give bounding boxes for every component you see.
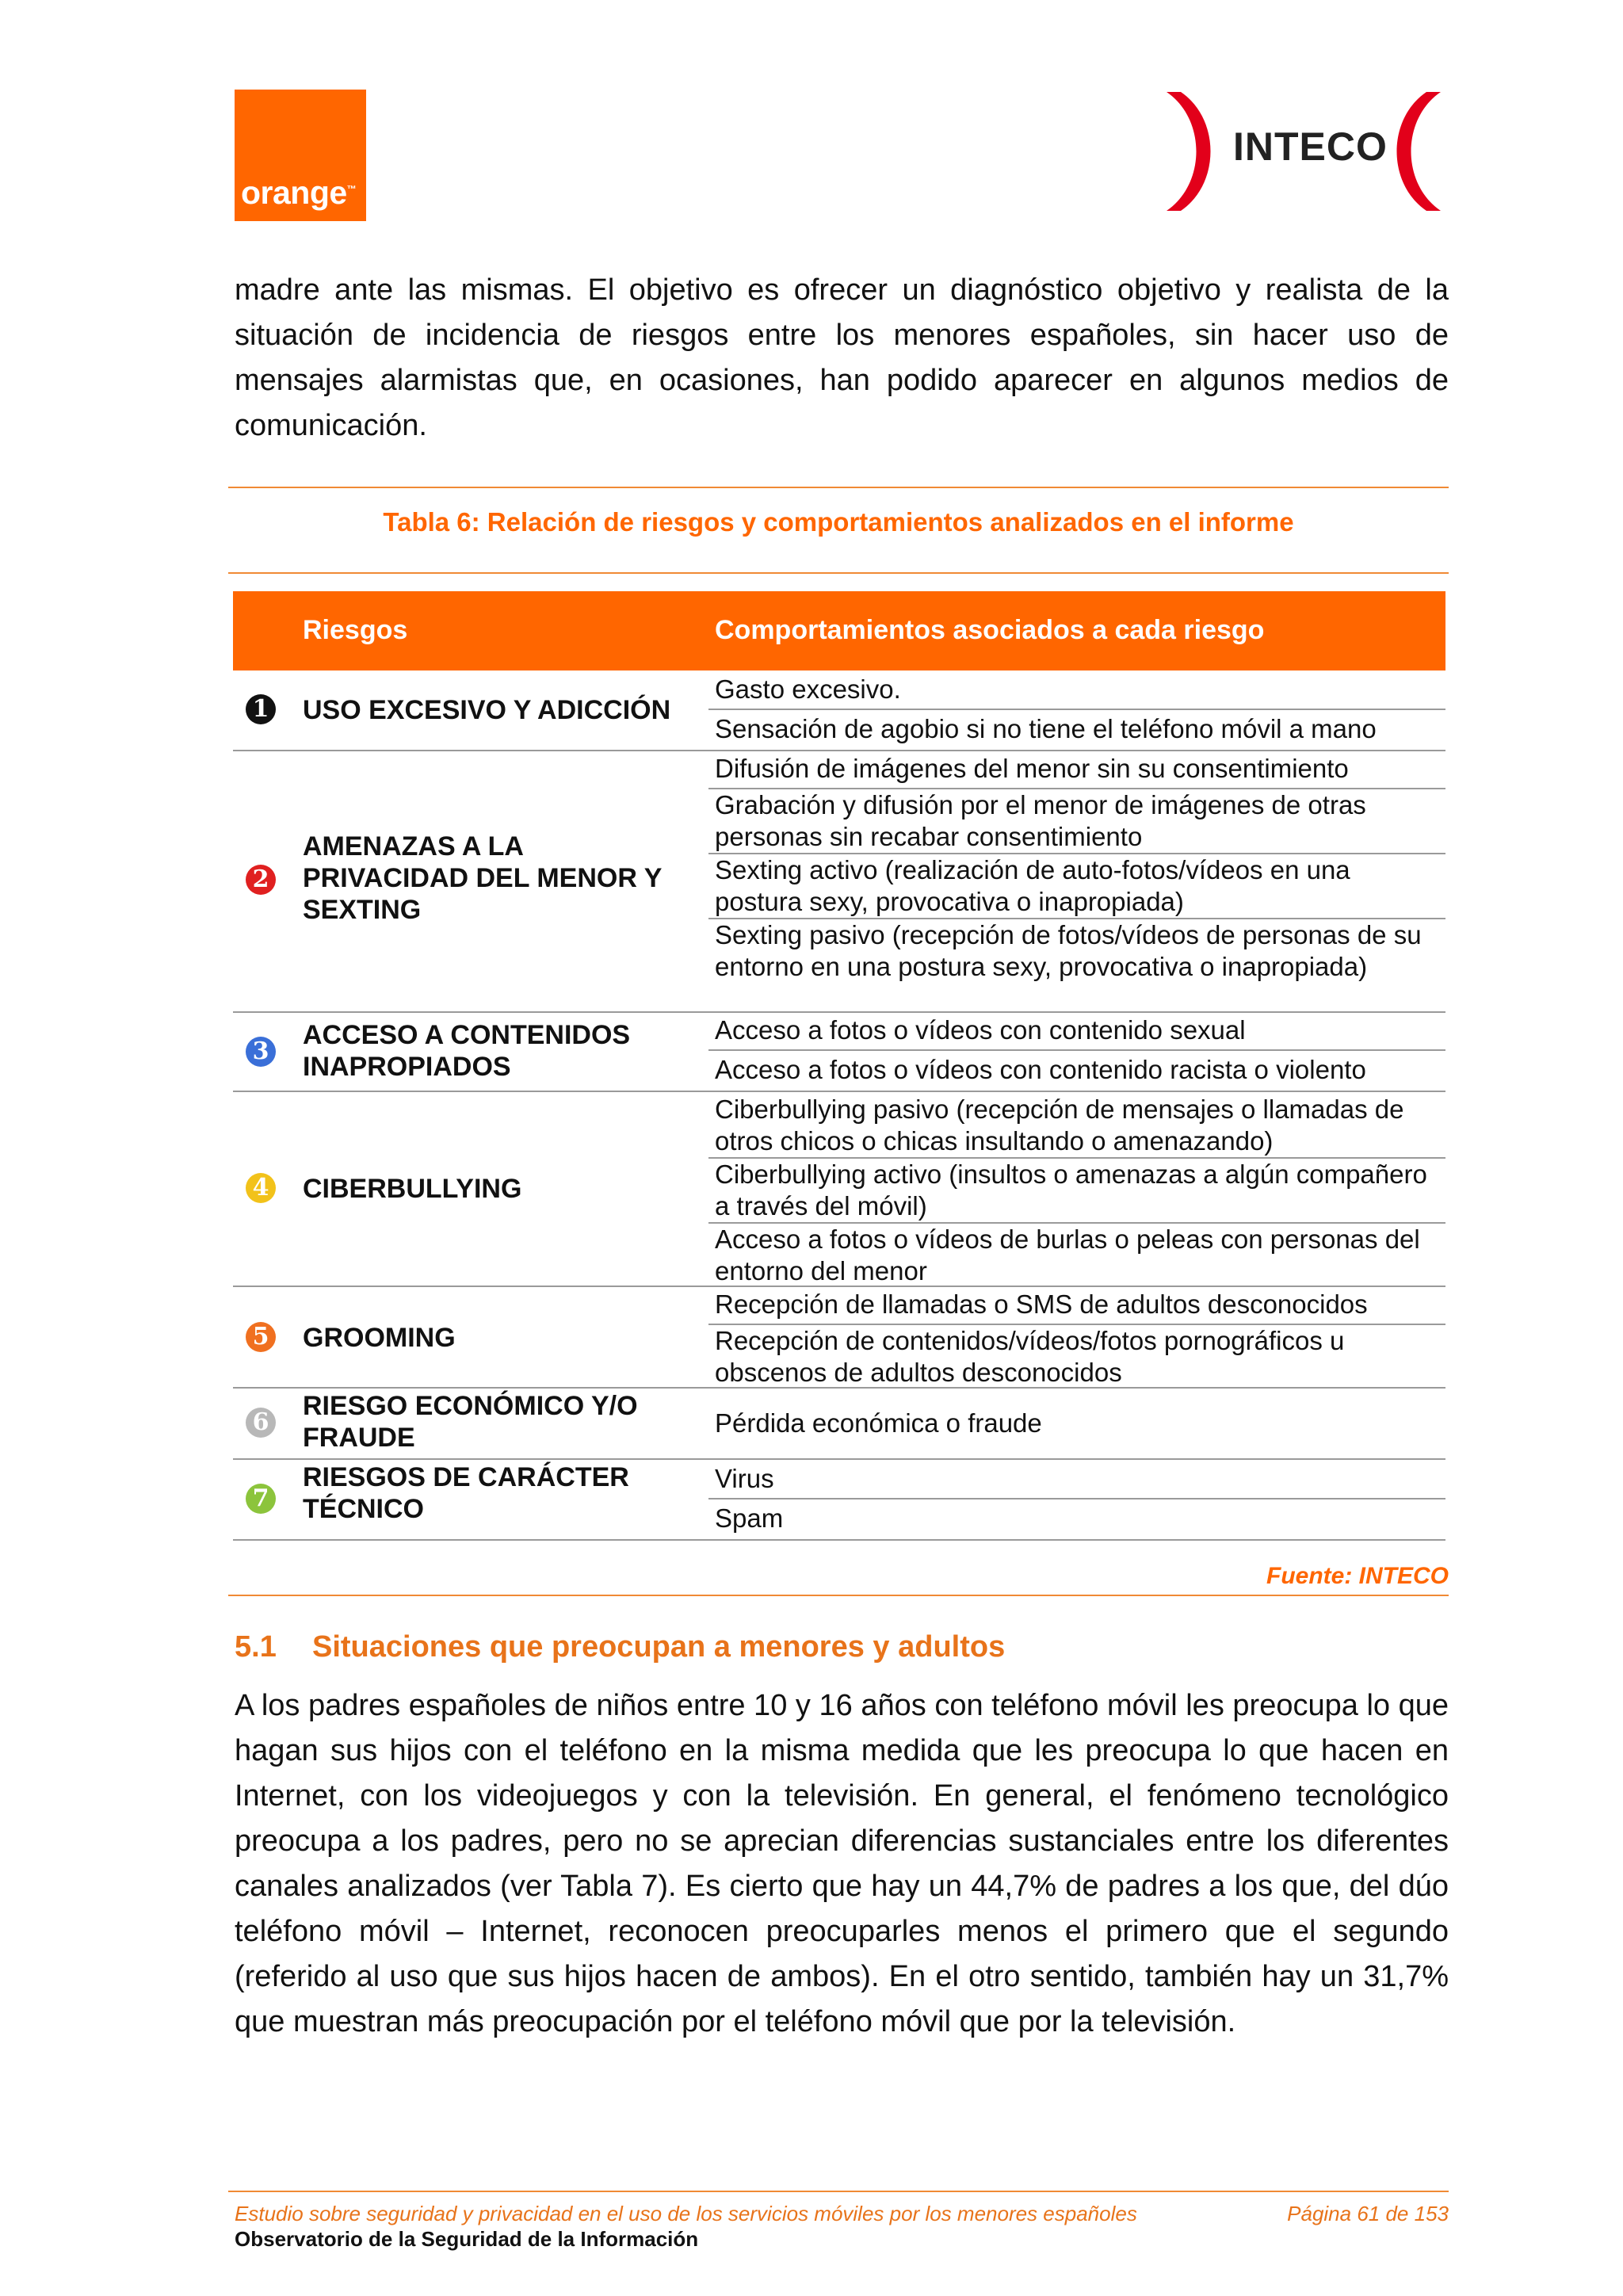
footer-organization: Observatorio de la Seguridad de la Información <box>235 2227 699 2251</box>
row-divider <box>708 709 1445 710</box>
caption-top-rule <box>228 487 1449 488</box>
behavior-3-2: Acceso a fotos o vídeos con contenido racista o violento <box>715 1055 1366 1084</box>
row-divider <box>233 1286 1445 1287</box>
orange-logo-text: orange™ <box>241 174 357 211</box>
section-paragraph: A los padres españoles de niños entre 10 y 16 años con teléfono móvil les preocupa lo que hagan sus hijos con el teléfono en la misma medida que les preocupa lo que hacen en Internet, con los videojuegos y con la televisión. En general, el fenómeno tecnológico preocupa a los padres, pero no se aprecian diferencias sustanciales entre los diferentes canales analizados (ver Tabla 7). Es cierto que hay un 44,7% de padres a los que, del dúo teléfono móvil – Internet, reconocen preocuparles menos el primero que el segundo (referido al uso que sus hijos hacen de ambos). En el otro sentido, también hay un 31,7% que muestran más preocupación por el teléfono móvil que por la televisión. <box>235 1689 1449 2038</box>
row-divider <box>233 750 1445 751</box>
risk-number-1: 1 <box>246 694 276 724</box>
row-divider <box>233 1458 1445 1460</box>
row-divider <box>233 1387 1445 1389</box>
caption-bottom-rule <box>228 572 1449 574</box>
behavior-2-2: Grabación y difusión por el menor de imágenes de otras personas sin recabar consentimiento <box>715 790 1366 851</box>
risk-label-6: RIESGO ECONÓMICO Y/O FRAUDE <box>303 1391 638 1453</box>
behavior-7-2: Spam <box>715 1503 784 1533</box>
behavior-7-1: Virus <box>715 1464 774 1493</box>
footer-rule <box>228 2191 1449 2192</box>
row-divider <box>708 1049 1445 1051</box>
risk-number-6: 6 <box>246 1408 276 1438</box>
risk-number-5: 5 <box>246 1322 276 1352</box>
row-divider <box>233 1539 1445 1541</box>
risk-label-2: AMENAZAS A LA PRIVACIDAD DEL MENOR Y SEXTING <box>303 831 662 925</box>
row-divider <box>233 1091 1445 1092</box>
risk-label-3: ACCESO A CONTENIDOS INAPROPIADOS <box>303 1020 631 1082</box>
behavior-4-3: Acceso a fotos o vídeos de burlas o peleas con personas del entorno del menor <box>715 1224 1420 1286</box>
risk-label-5: GROOMING <box>303 1323 456 1353</box>
behavior-1-2: Sensación de agobio si no tiene el teléfono móvil a mano <box>715 714 1377 743</box>
section-number: 5.1 <box>235 1630 277 1664</box>
risk-label-7: RIESGOS DE CARÁCTER TÉCNICO <box>303 1462 629 1524</box>
inteco-logo-text: INTECO <box>1233 124 1388 169</box>
behavior-5-1: Recepción de llamadas o SMS de adultos desconocidos <box>715 1289 1368 1319</box>
table-header-behaviors: Comportamientos asociados a cada riesgo <box>715 615 1265 645</box>
risk-number-7: 7 <box>246 1484 276 1514</box>
behavior-2-3: Sexting activo (realización de auto-fotos/vídeos en una postura sexy, provocativa o inapropiada) <box>715 855 1350 916</box>
row-divider <box>708 1498 1445 1499</box>
risk-label-4: CIBERBULLYING <box>303 1174 522 1204</box>
table-source: Fuente: INTECO <box>1266 1563 1449 1589</box>
behavior-6-1: Pérdida económica o fraude <box>715 1408 1042 1438</box>
table-header-row <box>233 591 1445 670</box>
risk-label-1: USO EXCESIVO Y ADICCIÓN <box>303 695 671 725</box>
behavior-1-1: Gasto excesivo. <box>715 674 901 704</box>
table-header-risks: Riesgos <box>303 615 408 645</box>
behavior-3-1: Acceso a fotos o vídeos con contenido sexual <box>715 1015 1246 1045</box>
orange-logo <box>235 90 366 221</box>
footer-study-title: Estudio sobre seguridad y privacidad en el uso de los servicios móviles por los menores españoles <box>235 2202 1137 2225</box>
risk-number-3: 3 <box>246 1037 276 1067</box>
section-heading <box>235 1630 1005 1664</box>
footer-page-number: Página 61 de 153 <box>1287 2202 1449 2225</box>
intro-paragraph: madre ante las mismas. El objetivo es ofrecer un diagnóstico objetivo y realista de la situación de incidencia de riesgos entre los menores españoles, sin hacer uso de mensajes alarmistas que, en ocasiones, han podido aparecer en algunos medios de comunicación. <box>235 273 1449 442</box>
behavior-4-2: Ciberbullying activo (insultos o amenazas a algún compañero a través del móvil) <box>715 1159 1427 1221</box>
behavior-2-1: Difusión de imágenes del menor sin su consentimiento <box>715 754 1349 783</box>
risk-number-4: 4 <box>246 1173 276 1203</box>
behavior-2-4: Sexting pasivo (recepción de fotos/vídeos de personas de su entorno en una postura sexy, provocativa o inapropiada) <box>715 920 1422 981</box>
risk-number-2: 2 <box>246 865 276 895</box>
section-title: Situaciones que preocupan a menores y adultos <box>312 1630 1006 1664</box>
source-rule <box>228 1595 1449 1596</box>
behavior-5-2: Recepción de contenidos/vídeos/fotos pornográficos u obscenos de adultos desconocidos <box>715 1326 1345 1387</box>
row-divider <box>233 1011 1445 1013</box>
table-caption: Tabla 6: Relación de riesgos y comportamientos analizados en el informe <box>383 507 1294 537</box>
behavior-4-1: Ciberbullying pasivo (recepción de mensajes o llamadas de otros chicos o chicas insultando o amenazando) <box>715 1095 1404 1156</box>
inteco-logo <box>1157 87 1450 216</box>
